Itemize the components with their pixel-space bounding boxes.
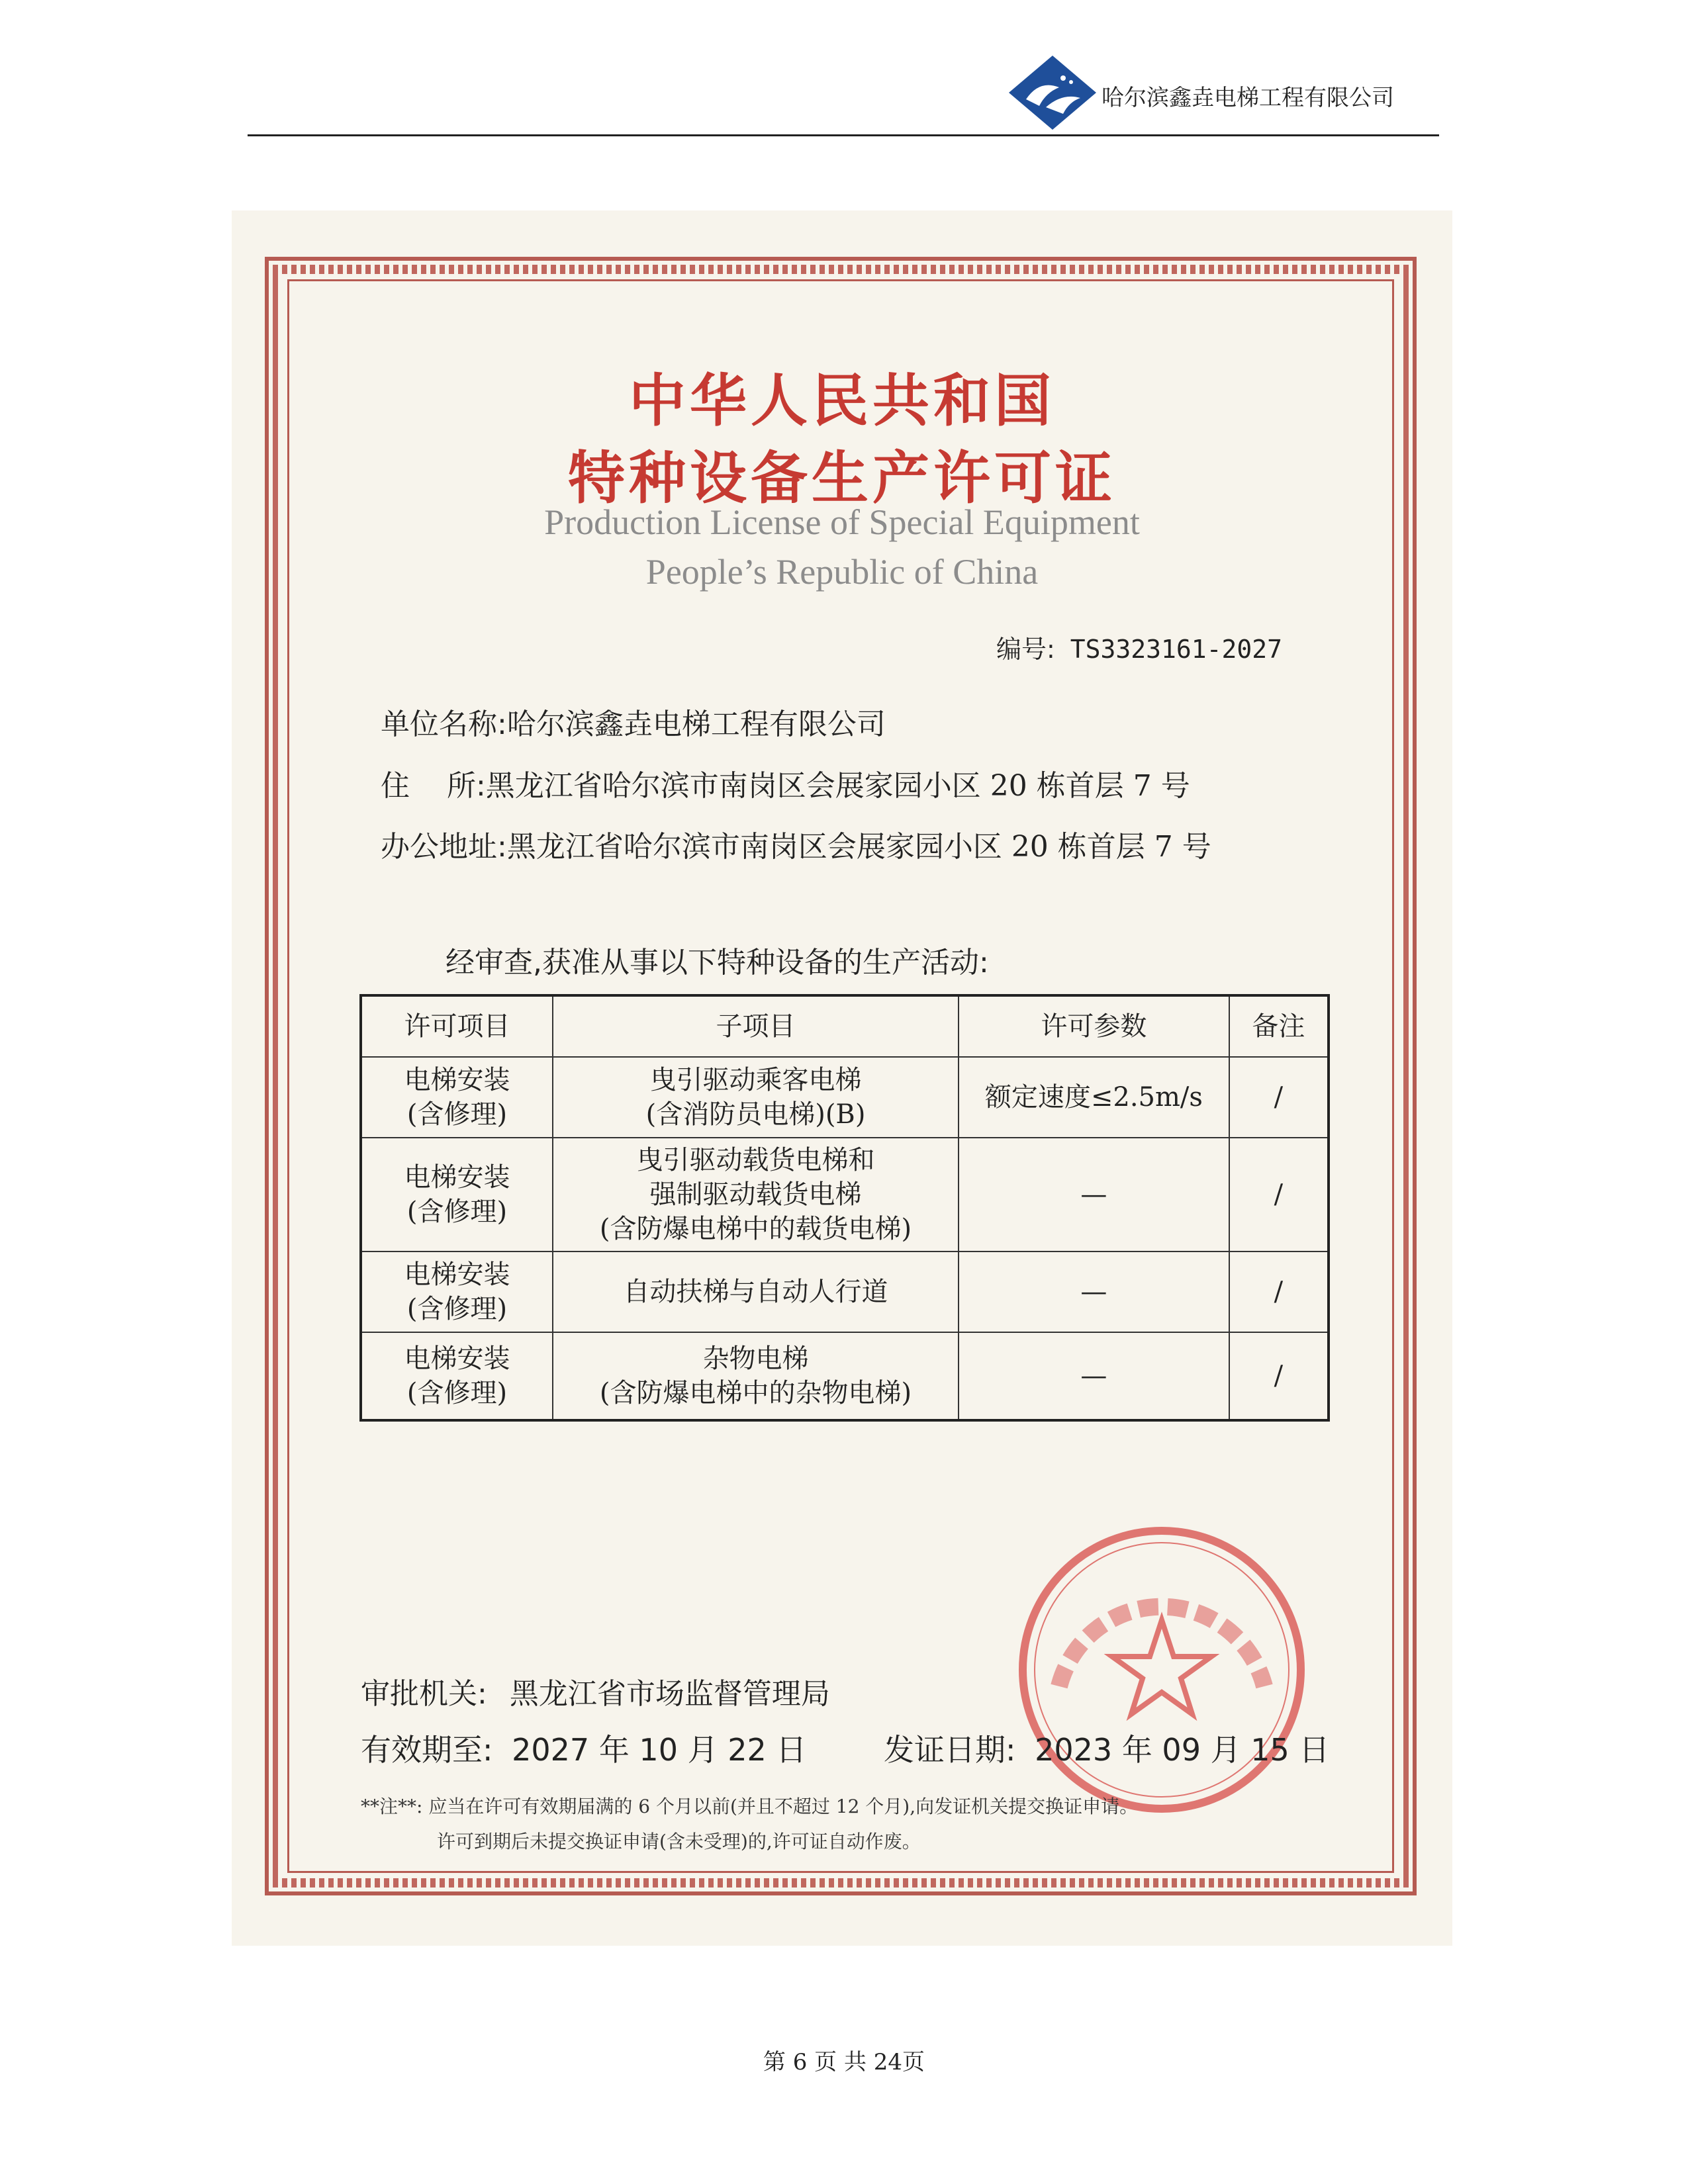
permit-item-line: (含修理) bbox=[406, 1378, 508, 1408]
permit-item-line: (含修理) bbox=[406, 1294, 508, 1324]
residence-value: 黑龙江省哈尔滨市南岗区会展家园小区 20 栋首层 7 号 bbox=[485, 769, 1190, 803]
note-line-2: 许可到期后未提交换证申请(含未受理)的,许可证自动作废。 bbox=[437, 1831, 921, 1853]
sub-item-line: (含消防员电梯)(B) bbox=[645, 1099, 866, 1130]
unit-name-label: 单位名称: bbox=[381, 707, 507, 741]
header-parameters: 许可参数 bbox=[959, 995, 1229, 1057]
parameter-cell: 额定速度≤2.5m/s bbox=[959, 1057, 1229, 1138]
permit-table-header bbox=[361, 995, 1329, 1057]
permit-item-line: (含修理) bbox=[406, 1099, 508, 1130]
header-company-name: 哈尔滨鑫垚电梯工程有限公司 bbox=[1102, 85, 1394, 111]
certificate-title-cn-line1: 中华人民共和国 bbox=[629, 368, 1055, 434]
sub-item-line: 强制驱动载货电梯 bbox=[649, 1179, 862, 1210]
approval-intro: 经审查,获准从事以下特种设备的生产活动: bbox=[445, 946, 989, 979]
valid-until-label: 有效期至: bbox=[361, 1732, 493, 1768]
parameter-cell: — bbox=[959, 1251, 1229, 1332]
sub-item-line: 自动扶梯与自动人行道 bbox=[623, 1277, 888, 1307]
table-row bbox=[361, 1251, 1329, 1332]
permit-item-line: 电梯安装 bbox=[404, 1065, 510, 1095]
authority-label: 审批机关: bbox=[361, 1677, 487, 1711]
permit-item-line: 电梯安装 bbox=[404, 1343, 510, 1374]
sub-item-cell bbox=[553, 1251, 959, 1332]
table-row bbox=[361, 1057, 1329, 1138]
table-row bbox=[361, 1138, 1329, 1251]
permit-item-line: 电梯安装 bbox=[404, 1162, 510, 1193]
header-remarks: 备注 bbox=[1229, 995, 1329, 1057]
serial-number bbox=[996, 629, 1282, 665]
unit-name-field bbox=[381, 700, 886, 743]
permit-table bbox=[359, 994, 1330, 1422]
sub-item-cell bbox=[553, 1332, 959, 1420]
permit-item-line: (含修理) bbox=[406, 1197, 508, 1227]
company-logo-icon bbox=[1006, 53, 1099, 132]
note-line-1: **注**: 应当在许可有效期届满的 6 个月以前(并且不超过 12 个月),向发证机关提交换证申请。 bbox=[361, 1796, 1139, 1817]
issue-date bbox=[884, 1726, 1329, 1770]
permit-item-cell bbox=[361, 1251, 553, 1332]
serial-value: TS3323161-2027 bbox=[1070, 635, 1282, 664]
sub-item-line: 曳引驱动载货电梯和 bbox=[636, 1145, 875, 1175]
header-sub-item: 子项目 bbox=[553, 995, 959, 1057]
permit-item-cell bbox=[361, 1057, 553, 1138]
sub-item-line: (含防爆电梯中的载货电梯) bbox=[599, 1214, 912, 1244]
remark-cell: / bbox=[1229, 1138, 1329, 1251]
residence-label: 住 所: bbox=[381, 769, 486, 803]
sub-item-cell bbox=[553, 1057, 959, 1138]
certificate-title-en-line1: Production License of Special Equipment bbox=[544, 502, 1140, 542]
sub-item-cell bbox=[553, 1138, 959, 1251]
page-number: 第 6 页 共 24页 bbox=[763, 2049, 925, 2075]
official-seal-star-icon bbox=[1013, 1521, 1311, 1819]
sub-item-line: 杂物电梯 bbox=[702, 1343, 809, 1374]
approval-authority bbox=[361, 1670, 830, 1712]
parameter-cell: — bbox=[959, 1332, 1229, 1420]
sub-item-line: 曳引驱动乘客电梯 bbox=[649, 1065, 862, 1095]
certificate-title-cn-line2: 特种设备生产许可证 bbox=[568, 445, 1116, 512]
valid-until-value: 2027 年 10 月 22 日 bbox=[512, 1732, 807, 1768]
office-address-field bbox=[381, 823, 1211, 865]
certificate-notes bbox=[361, 1789, 1138, 1859]
unit-name-value: 哈尔滨鑫垚电梯工程有限公司 bbox=[506, 707, 886, 741]
certificate-title-en-line2: People’s Republic of China bbox=[645, 552, 1039, 592]
table-row bbox=[361, 1332, 1329, 1420]
residence-field bbox=[381, 762, 1190, 804]
permit-item-cell bbox=[361, 1332, 553, 1420]
sub-item-line: (含防爆电梯中的杂物电梯) bbox=[599, 1378, 912, 1408]
validity-dates bbox=[361, 1726, 1330, 1770]
certificate-scan bbox=[232, 210, 1452, 1946]
permit-item-line: 电梯安装 bbox=[404, 1259, 510, 1290]
office-address-value: 黑龙江省哈尔滨市南岗区会展家园小区 20 栋首层 7 号 bbox=[506, 830, 1211, 864]
header-permit-item: 许可项目 bbox=[361, 995, 553, 1057]
serial-label: 编号: bbox=[996, 635, 1055, 664]
office-address-label: 办公地址: bbox=[381, 830, 507, 864]
issue-date-value: 2023 年 09 月 15 日 bbox=[1035, 1732, 1330, 1768]
remark-cell: / bbox=[1229, 1251, 1329, 1332]
header-divider bbox=[248, 134, 1439, 136]
page-header bbox=[0, 0, 1688, 139]
permit-item-cell bbox=[361, 1138, 553, 1251]
authority-value: 黑龙江省市场监督管理局 bbox=[509, 1677, 830, 1711]
issue-date-label: 发证日期: bbox=[884, 1732, 1016, 1768]
parameter-cell: — bbox=[959, 1138, 1229, 1251]
remark-cell: / bbox=[1229, 1332, 1329, 1420]
remark-cell: / bbox=[1229, 1057, 1329, 1138]
